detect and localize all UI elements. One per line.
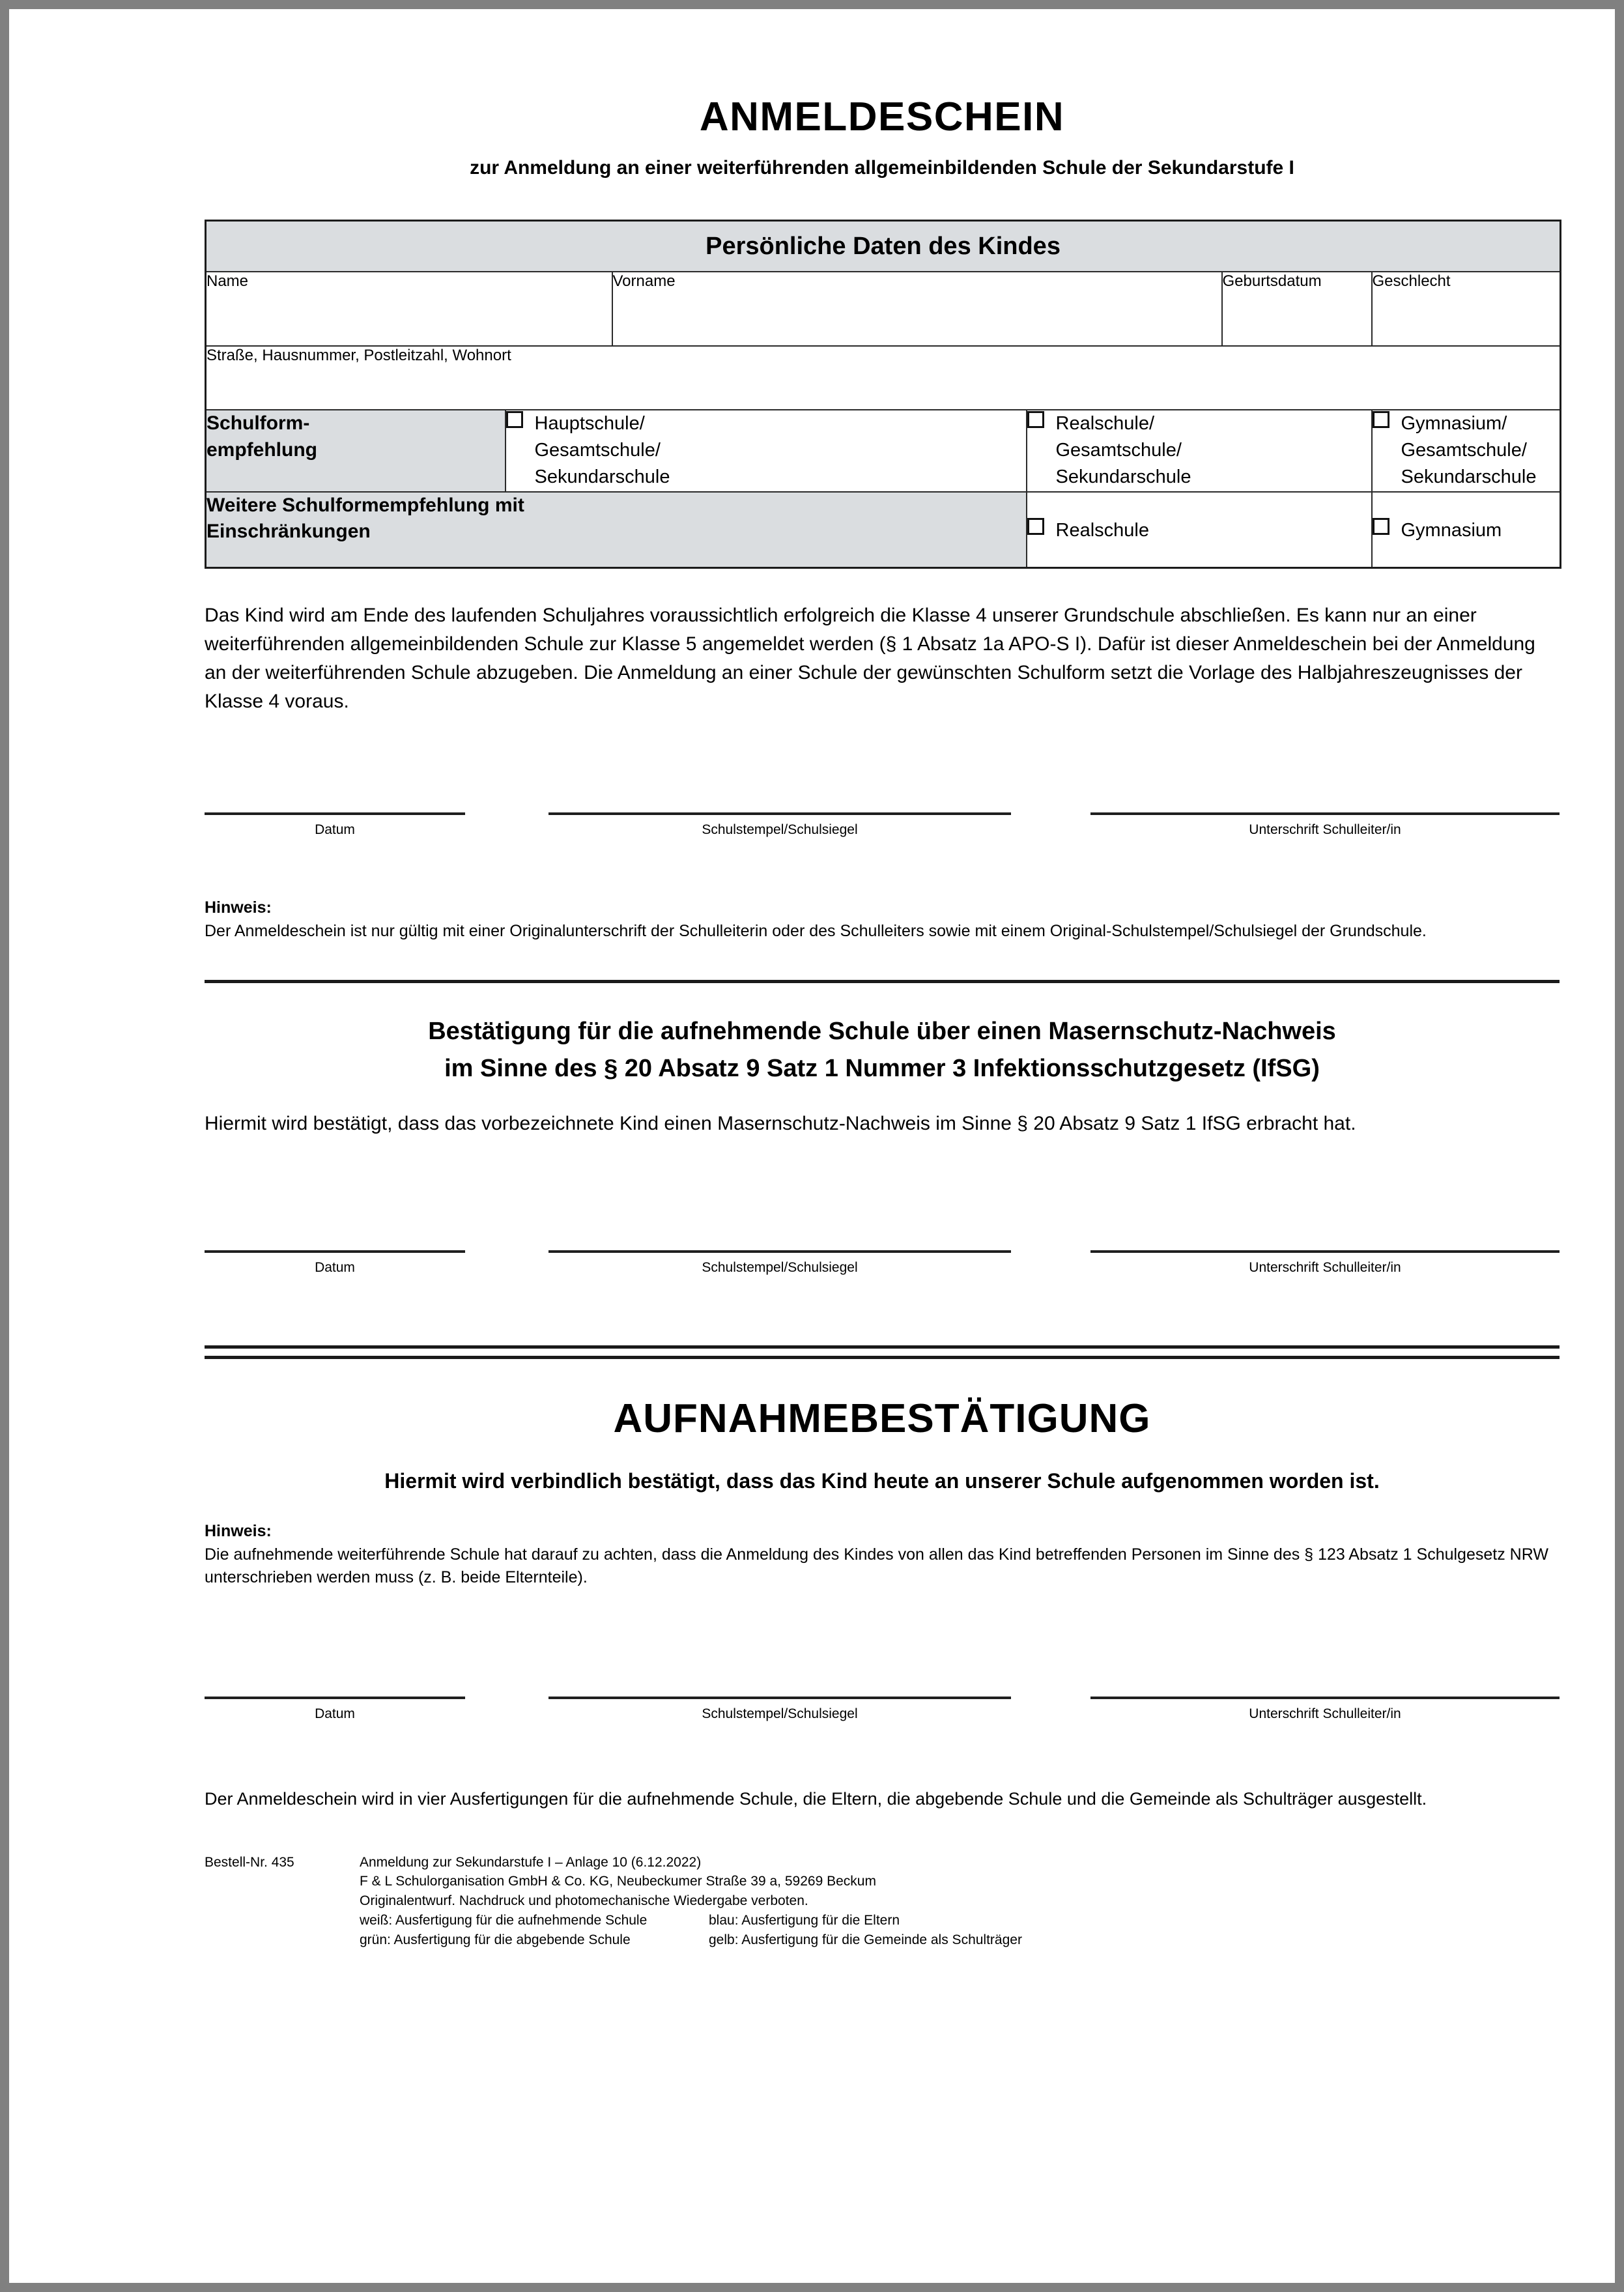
field-label-geschlecht: Geschlecht (1372, 272, 1561, 346)
signature-line-unterschrift-1 (1090, 812, 1560, 815)
page-title: ANMELDESCHEIN (699, 94, 1065, 139)
footer-legend-blau: blau: Ausfertigung für die Eltern (709, 1913, 900, 1928)
weitere-empfehlung-line2: Einschränkungen (207, 521, 371, 543)
signature-caption-stempel-1: Schulstempel/Schulsiegel (702, 822, 858, 837)
recommendation-option-gymnasium[interactable] (1372, 410, 1561, 492)
option-realschule-line2: Gesamtschule/ (1055, 440, 1182, 461)
restricted-option-gymnasium-label: Gymnasium (1401, 519, 1502, 541)
option-hauptschule-line1: Hauptschule/ (534, 413, 645, 434)
option-realschule-line1: Realschule/ (1055, 413, 1155, 434)
weitere-empfehlung-line1: Weitere Schulformempfehlung mit (207, 494, 524, 516)
signature-line-stempel-2 (548, 1250, 1011, 1253)
measles-heading (205, 1013, 1560, 1087)
signature-line-datum-1 (205, 812, 465, 815)
footer-legend-row-1 (360, 1911, 1560, 1930)
page-subtitle: zur Anmeldung an einer weiterführenden allgemeinbildenden Schule der Sekundarstufe I (470, 157, 1294, 179)
schulformempfehlung-label-line2: empfehlung (207, 438, 317, 461)
signature-field-datum-3[interactable] (205, 1697, 465, 1722)
footer-line-3: Originalentwurf. Nachdruck und photomechanische Wiedergabe verboten. (360, 1893, 808, 1909)
signature-field-unterschrift-3[interactable] (1090, 1697, 1560, 1722)
signature-row-masern (205, 1250, 1560, 1310)
restricted-option-realschule-label: Realschule (1055, 519, 1149, 541)
footer-imprint (360, 1853, 1560, 1950)
personal-data-heading: Persönliche Daten des Kindes (206, 221, 1561, 272)
field-label-vorname: Vorname (612, 272, 1222, 346)
signature-caption-datum-1: Datum (315, 822, 355, 837)
footer-order-number: Bestell-Nr. 435 (205, 1854, 294, 1870)
checkbox-restricted-gymnasium-icon[interactable] (1373, 518, 1389, 535)
option-realschule-line3: Sekundarschule (1055, 466, 1191, 488)
signature-row-grundschule (205, 812, 1560, 872)
admission-claim: Hiermit wird verbindlich bestätigt, dass das Kind heute an unserer Schule aufgenommen worden ist. (384, 1469, 1380, 1493)
field-label-geburtsdatum: Geburtsdatum (1222, 272, 1372, 346)
signature-line-unterschrift-2 (1090, 1250, 1560, 1253)
section-divider-2 (205, 1345, 1560, 1359)
declaration-paragraph: Das Kind wird am Ende des laufenden Schuljahres voraussichtlich erfolgreich die Klasse 4 unserer Grundschule abschließen. Es kann nur an einer weiterführenden allgemeinbildenden Schule zur Klasse 5 angemeldet werden (§ 1 Absatz 1a APO-S I). Dafür ist dieser Anmeldeschein bei der Anmeldung an der weiterführenden Schule abzugeben. Die Anmeldung an einer Schule der gewünschten Schulform setzt die Vorlage des Halbjahreszeugnisses der Klasse 4 voraus. (205, 604, 1535, 712)
signature-line-datum-3 (205, 1697, 465, 1699)
footer-line-1: Anmeldung zur Sekundarstufe I – Anlage 10 (6.12.2022) (360, 1854, 702, 1870)
signature-field-datum-2[interactable] (205, 1250, 465, 1276)
signature-line-datum-2 (205, 1250, 465, 1253)
recommendation-option-realschule[interactable] (1027, 410, 1372, 492)
measles-heading-line2: im Sinne des § 20 Absatz 9 Satz 1 Nummer 3 Infektionsschutzgesetz (IfSG) (444, 1055, 1320, 1083)
footer-legend-gruen: grün: Ausfertigung für die abgebende Schule (360, 1932, 631, 1948)
signature-caption-datum-2: Datum (315, 1260, 355, 1276)
checkbox-restricted-realschule-icon[interactable] (1027, 518, 1044, 535)
signature-field-datum-1[interactable] (205, 812, 465, 838)
admission-heading: AUFNAHMEBESTÄTIGUNG (613, 1396, 1151, 1442)
final-paragraph: Der Anmeldeschein wird in vier Ausfertigungen für die aufnehmende Schule, die Eltern, die abgebende Schule und die Gemeinde als Schulträger ausgestellt. (205, 1789, 1427, 1809)
signature-line-stempel-1 (548, 812, 1011, 815)
checkbox-gymnasium-icon[interactable] (1373, 411, 1389, 428)
measles-heading-line1: Bestätigung für die aufnehmende Schule über einen Masernschutz-Nachweis (428, 1018, 1336, 1046)
signature-row-aufnahme (205, 1697, 1560, 1756)
field-label-adresse: Straße, Hausnummer, Postleitzahl, Wohnort (206, 346, 1561, 410)
signature-line-stempel-3 (548, 1697, 1011, 1699)
restricted-option-realschule[interactable] (1027, 492, 1372, 568)
signature-caption-unterschrift-3: Unterschrift Schulleiter/in (1249, 1706, 1401, 1722)
schulformempfehlung-label (206, 410, 506, 492)
footer (205, 1853, 1560, 1950)
signature-line-unterschrift-3 (1090, 1697, 1560, 1699)
schulformempfehlung-label-line1: Schulform- (207, 412, 310, 434)
signature-field-unterschrift-1[interactable] (1090, 812, 1560, 838)
signature-caption-stempel-2: Schulstempel/Schulsiegel (702, 1260, 858, 1276)
measles-body: Hiermit wird bestätigt, dass das vorbezeichnete Kind einen Masernschutz-Nachweis im Sinne § 20 Absatz 9 Satz 1 IfSG erbracht hat. (205, 1113, 1356, 1135)
signature-caption-unterschrift-1: Unterschrift Schulleiter/in (1249, 822, 1401, 837)
option-gymnasium-line1: Gymnasium/ (1401, 413, 1507, 434)
note-heading-1: Hinweis: (205, 898, 272, 917)
page-sheet (9, 9, 1615, 2283)
footer-legend-weiss: weiß: Ausfertigung für die aufnehmende Schule (360, 1913, 648, 1928)
footer-legend-row-2 (360, 1930, 1560, 1950)
footer-line-2: F & L Schulorganisation GmbH & Co. KG, Neubeckumer Straße 39 a, 59269 Beckum (360, 1874, 876, 1889)
option-gymnasium-line2: Gesamtschule/ (1401, 440, 1527, 461)
personal-data-table (205, 220, 1561, 569)
signature-caption-stempel-3: Schulstempel/Schulsiegel (702, 1706, 858, 1722)
note-text-2: Die aufnehmende weiterführende Schule hat darauf zu achten, dass die Anmeldung des Kindes von allen das Kind betreffenden Personen im Sinne des § 123 Absatz 1 Schulgesetz NRW unterschrieben werden muss (z. B. beide Elternteile). (205, 1545, 1548, 1586)
section-divider-1 (205, 980, 1560, 983)
document-content (205, 9, 1560, 1950)
signature-field-stempel-2[interactable] (548, 1250, 1011, 1276)
weitere-empfehlung-label (206, 492, 1027, 568)
field-label-name: Name (206, 272, 612, 346)
recommendation-option-hauptschule[interactable] (506, 410, 1027, 492)
checkbox-hauptschule-icon[interactable] (506, 411, 523, 428)
footer-legend-gelb: gelb: Ausfertigung für die Gemeinde als Schulträger (709, 1932, 1022, 1948)
option-gymnasium-line3: Sekundarschule (1401, 466, 1537, 488)
checkbox-realschule-icon[interactable] (1027, 411, 1044, 428)
note-heading-2: Hinweis: (205, 1522, 272, 1541)
signature-caption-datum-3: Datum (315, 1706, 355, 1722)
option-hauptschule-line3: Sekundarschule (534, 466, 670, 488)
signature-field-stempel-3[interactable] (548, 1697, 1011, 1722)
signature-field-unterschrift-2[interactable] (1090, 1250, 1560, 1276)
note-text-1: Der Anmeldeschein ist nur gültig mit einer Originalunterschrift der Schulleiterin oder des Schulleiters sowie mit einem Original-Schulstempel/Schulsiegel der Grundschule. (205, 921, 1427, 940)
restricted-option-gymnasium[interactable] (1372, 492, 1561, 568)
signature-caption-unterschrift-2: Unterschrift Schulleiter/in (1249, 1260, 1401, 1276)
option-hauptschule-line2: Gesamtschule/ (534, 440, 661, 461)
signature-field-stempel-1[interactable] (548, 812, 1011, 838)
